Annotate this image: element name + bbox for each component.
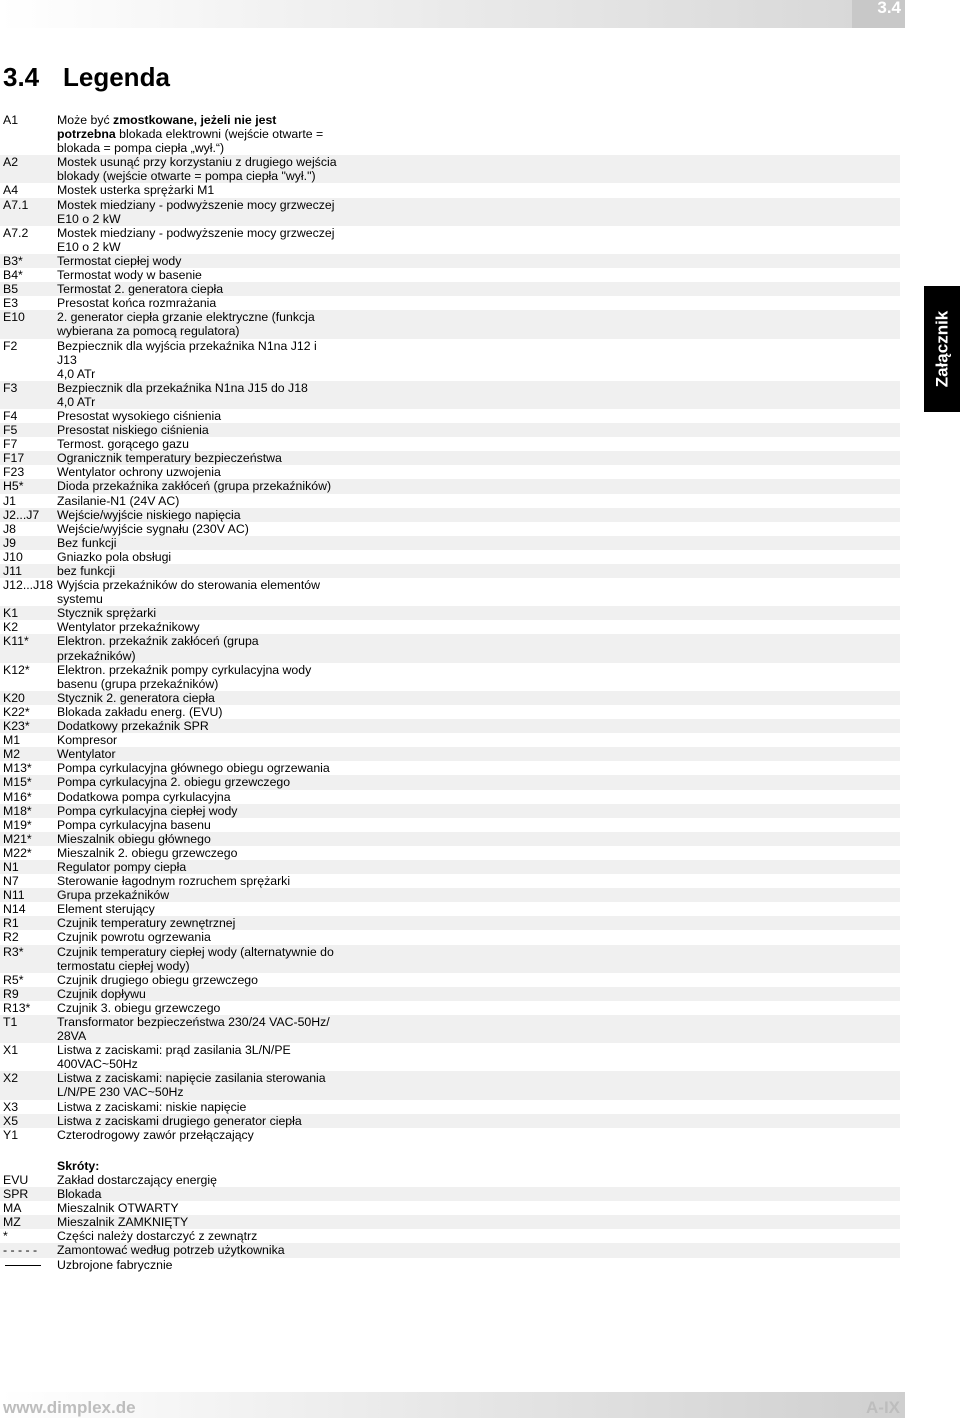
legend-row xyxy=(0,536,900,550)
legend-code: F3 xyxy=(3,380,18,395)
legend-description xyxy=(57,268,342,282)
legend-description xyxy=(57,705,342,719)
legend-description xyxy=(57,226,342,254)
legend-description-line: Bezpiecznik dla przekaźnika N1na J15 do J18 xyxy=(57,380,308,395)
legend-description-line: Elektron. przekaźnik zakłóceń (grupa xyxy=(57,634,259,649)
legend-description xyxy=(57,550,342,564)
legend-row xyxy=(0,437,900,451)
legend-description xyxy=(57,987,342,1001)
legend-code: R1 xyxy=(3,916,19,931)
legend-description-line: Termostat wody w basenie xyxy=(57,268,202,283)
legend-row xyxy=(0,775,900,789)
legend-description xyxy=(57,381,342,409)
legend-description-line: Element sterujący xyxy=(57,902,155,917)
legend-code: R9 xyxy=(3,986,19,1001)
legend-description xyxy=(57,437,342,451)
legend-description xyxy=(57,339,342,381)
legend-description-line: Zasilanie-N1 (24V AC) xyxy=(57,493,180,508)
legend-description-line: Dodatkowa pompa cyrkulacyjna xyxy=(57,789,231,804)
legend-description-line: Listwa z zaciskami: napięcie zasilania sterowania xyxy=(57,1071,326,1086)
legend-code: B5 xyxy=(3,282,19,297)
abbreviation-code: MZ xyxy=(3,1215,21,1230)
legend-code: J11 xyxy=(3,564,22,578)
legend-row xyxy=(0,423,900,437)
abbreviation-text: Zakład dostarczający energię xyxy=(57,1173,217,1187)
legend-code: Y1 xyxy=(3,1127,19,1142)
legend-code: K22* xyxy=(3,704,30,719)
legend-row xyxy=(0,719,900,733)
legend-row xyxy=(0,1100,900,1114)
legend-description-line: Pompa cyrkulacyjna ciepłej wody xyxy=(57,803,238,818)
legend-description xyxy=(57,536,342,550)
legend-row xyxy=(0,339,900,381)
legend-description-line: wybierana za pomocą regulatora) xyxy=(57,324,240,339)
legend-code: X5 xyxy=(3,1113,19,1128)
legend-row xyxy=(0,381,900,409)
legend-code: N11 xyxy=(3,888,25,903)
legend-row xyxy=(0,183,900,197)
legend-description xyxy=(57,846,342,860)
legend-row xyxy=(0,1114,900,1128)
abbreviation-code: - - - - - xyxy=(3,1243,38,1258)
legend-row xyxy=(0,634,900,662)
legend-description-line: E10 o 2 kW xyxy=(57,211,121,226)
legend-description-line: przekaźników) xyxy=(57,648,136,663)
legend-row xyxy=(0,226,900,254)
legend-description-line: systemu xyxy=(57,592,103,607)
legend-description xyxy=(57,832,342,846)
footer-url[interactable]: www.dimplex.de xyxy=(3,1398,136,1417)
abbreviation-text: Uzbrojone fabrycznie xyxy=(57,1257,173,1272)
legend-description-line: bez funkcji xyxy=(57,564,116,578)
legend-row xyxy=(0,296,900,310)
legend-description xyxy=(57,804,342,818)
legend-description-line: Mostek miedziany - podwyższenie mocy grzweczej xyxy=(57,225,335,240)
legend-description xyxy=(57,254,342,268)
legend-row xyxy=(0,494,900,508)
abbreviation-text: Mieszalnik OTWARTY xyxy=(57,1201,179,1216)
legend-description xyxy=(57,747,342,761)
legend-description xyxy=(57,494,342,508)
legend-description-line: Wejście/wyjście niskiego napięcia xyxy=(57,507,241,522)
legend-row xyxy=(0,550,900,564)
legend-description xyxy=(57,1100,342,1114)
legend-code: R3* xyxy=(3,944,24,959)
page-title xyxy=(3,62,170,93)
legend-description-line: Listwa z zaciskami: prąd zasilania 3L/N/PE xyxy=(57,1043,291,1058)
legend-description-line: Może być zmostkowane, jeżeli nie jest xyxy=(57,113,277,127)
legend-description-line: potrzebna blokada elektrowni (wejście otwarte = xyxy=(57,127,324,142)
legend-code: N14 xyxy=(3,902,26,917)
legend-description-line: Regulator pompy ciepła xyxy=(57,859,187,874)
legend-description-line: Czujnik temperatury zewnętrznej xyxy=(57,916,236,931)
legend-description xyxy=(57,1015,342,1043)
legend-row xyxy=(0,973,900,987)
legend-description xyxy=(57,183,342,197)
legend-code: K20 xyxy=(3,690,25,705)
legend-description xyxy=(57,508,342,522)
legend-description-line: Blokada zakładu energ. (EVU) xyxy=(57,704,223,719)
abbreviation-row xyxy=(0,1201,900,1215)
legend-description-line: 4,0 ATr xyxy=(57,394,96,409)
legend-description-line: Czterodrogowy zawór przełączający xyxy=(57,1127,254,1142)
legend-code: M19* xyxy=(3,817,32,832)
legend-description-line: Dodatkowy przekaźnik SPR xyxy=(57,719,209,734)
legend-code: K11* xyxy=(3,634,29,649)
legend-code: M22* xyxy=(3,845,32,860)
footer-page-number: A-IX xyxy=(866,1398,900,1417)
title-number: 3.4 xyxy=(3,62,40,92)
legend-code: A2 xyxy=(3,155,19,170)
legend-description-line: Presostat wysokiego ciśnienia xyxy=(57,408,222,423)
legend-row xyxy=(0,930,900,944)
legend-description-line: Bezpiecznik dla wyjścia przekaźnika N1na J12 i xyxy=(57,338,317,353)
legend-description-line: Pompa cyrkulacyjna basenu xyxy=(57,817,211,832)
solid-line-symbol xyxy=(5,1265,41,1266)
legend-code: H5* xyxy=(3,479,24,494)
legend-description xyxy=(57,606,342,620)
legend-code: J2...J7 xyxy=(3,507,40,522)
legend-description-line: Wentylator przekaźnikowy xyxy=(57,620,200,635)
legend-code: K2 xyxy=(3,620,19,635)
legend-row xyxy=(0,1043,900,1071)
legend-description-line: 2. generator ciepła grzanie elektryczne (funkcja xyxy=(57,310,315,325)
legend-description xyxy=(57,733,342,747)
legend-description-line: Dioda przekaźnika zakłóceń (grupa przekaźników) xyxy=(57,479,332,494)
legend-description-line: Wentylator ochrony uzwojenia xyxy=(57,465,221,480)
section-number: 3.4 xyxy=(852,0,905,28)
legend-code: J10 xyxy=(3,549,23,564)
legend-description-line: Mieszalnik 2. obiegu grzewczego xyxy=(57,845,238,860)
legend-description-line: Presostat niskiego ciśnienia xyxy=(57,423,209,438)
legend-description-line: Termost. gorącego gazu xyxy=(57,437,189,452)
abbreviation-text: Mieszalnik ZAMKNIĘTY xyxy=(57,1215,189,1230)
abbreviation-row xyxy=(0,1229,900,1243)
legend-code: B4* xyxy=(3,268,23,283)
legend-description xyxy=(57,790,342,804)
legend-description-line: Stycznik sprężarki xyxy=(57,606,157,621)
legend-row xyxy=(0,818,900,832)
legend-description xyxy=(57,564,342,578)
legend-code: R13* xyxy=(3,1000,31,1015)
abbreviation-row xyxy=(0,1215,900,1229)
legend-row xyxy=(0,310,900,338)
legend-code: J8 xyxy=(3,521,16,536)
legend-description xyxy=(57,578,342,606)
legend-row xyxy=(0,733,900,747)
legend-code: J12...J18 xyxy=(3,578,53,593)
legend-code: A7.2 xyxy=(3,225,29,240)
legend-code: E3 xyxy=(3,296,19,311)
legend-description-line: Transformator bezpieczeństwa 230/24 VAC-50Hz/ xyxy=(57,1015,330,1029)
abbreviation-code: * xyxy=(3,1229,8,1244)
legend-row xyxy=(0,409,900,423)
abbreviation-row xyxy=(0,1187,900,1201)
legend-row xyxy=(0,606,900,620)
legend-description-line: Grupa przekaźników xyxy=(57,888,170,903)
legend-code: F5 xyxy=(3,423,18,438)
legend-description xyxy=(57,409,342,423)
legend-row xyxy=(0,254,900,268)
legend-code: N1 xyxy=(3,859,19,874)
legend-description xyxy=(57,902,342,916)
legend-code: M13* xyxy=(3,761,32,776)
legend-description-line: Listwa z zaciskami: niskie napięcie xyxy=(57,1099,247,1114)
legend-code: M1 xyxy=(3,733,21,748)
legend-description-line: Listwa z zaciskami drugiego generator ciepła xyxy=(57,1113,302,1128)
legend-description xyxy=(57,930,342,944)
legend-description xyxy=(57,719,342,733)
legend-description xyxy=(57,888,342,902)
legend-row xyxy=(0,113,900,155)
legend-code: K23* xyxy=(3,719,30,734)
legend-description xyxy=(57,775,342,789)
legend-row xyxy=(0,268,900,282)
legend-row xyxy=(0,1128,900,1142)
abbreviation-code: EVU xyxy=(3,1173,29,1187)
legend-code: M16* xyxy=(3,789,32,804)
legend-list xyxy=(0,113,900,1142)
legend-row xyxy=(0,1001,900,1015)
legend-description xyxy=(57,198,342,226)
abbreviation-code: MA xyxy=(3,1201,22,1216)
legend-code: J1 xyxy=(3,493,16,508)
legend-code: A4 xyxy=(3,183,19,198)
legend-description-line: Mostek usterka sprężarki M1 xyxy=(57,183,215,198)
abbreviation-text: Zamontować według potrzeb użytkownika xyxy=(57,1243,285,1258)
legend-row xyxy=(0,451,900,465)
legend-description-line: 28VA xyxy=(57,1029,87,1044)
title-text: Legenda xyxy=(63,62,170,92)
legend-row xyxy=(0,479,900,493)
legend-description xyxy=(57,945,342,973)
legend-row xyxy=(0,916,900,930)
legend-description-line: termostatu ciepłej wody) xyxy=(57,958,190,973)
legend-description xyxy=(57,973,342,987)
legend-code: K12* xyxy=(3,662,30,677)
legend-code: M18* xyxy=(3,803,32,818)
legend-row xyxy=(0,705,900,719)
legend-description xyxy=(57,1114,342,1128)
legend-description xyxy=(57,282,342,296)
abbreviation-row xyxy=(0,1173,900,1187)
legend-description-line: Czujnik drugiego obiegu grzewczego xyxy=(57,972,258,987)
legend-description-line: Wejście/wyjście sygnału (230V AC) xyxy=(57,521,249,536)
legend-description-line: J13 xyxy=(57,352,77,367)
legend-code: X1 xyxy=(3,1043,19,1058)
legend-code: F23 xyxy=(3,465,25,480)
legend-description xyxy=(57,620,342,634)
legend-description xyxy=(57,1128,342,1142)
legend-row xyxy=(0,945,900,973)
legend-row xyxy=(0,874,900,888)
legend-row xyxy=(0,987,900,1001)
legend-code: F7 xyxy=(3,437,18,452)
legend-code: X2 xyxy=(3,1071,19,1086)
legend-description-line: Pompa cyrkulacyjna 2. obiegu grzewczego xyxy=(57,775,291,790)
legend-description-line: Pompa cyrkulacyjna głównego obiegu ogrzewania xyxy=(57,761,330,776)
legend-description xyxy=(57,522,342,536)
legend-row xyxy=(0,620,900,634)
legend-row xyxy=(0,564,900,578)
abbreviation-code xyxy=(0,1258,57,1272)
legend-description-line: Czujnik 3. obiegu grzewczego xyxy=(57,1000,221,1015)
legend-description-line: Kompresor xyxy=(57,733,118,748)
abbreviation-text: Blokada xyxy=(57,1187,102,1202)
legend-code: M2 xyxy=(3,747,21,762)
legend-code: K1 xyxy=(3,606,19,621)
legend-row xyxy=(0,832,900,846)
legend-description-line: Gniazko pola obsługi xyxy=(57,549,172,564)
legend-row xyxy=(0,860,900,874)
legend-description xyxy=(57,451,342,465)
legend-row xyxy=(0,1071,900,1099)
legend-description xyxy=(57,663,342,691)
legend-description-line: Stycznik 2. generatora ciepła xyxy=(57,690,215,705)
legend-description-line: Mieszalnik obiegu głównego xyxy=(57,831,211,846)
legend-code: B3* xyxy=(3,253,23,268)
legend-row xyxy=(0,198,900,226)
abbreviation-code: SPR xyxy=(3,1187,29,1202)
legend-description xyxy=(57,310,342,338)
legend-description-line: 4,0 ATr xyxy=(57,366,96,381)
legend-description-line: Bez funkcji xyxy=(57,535,117,550)
legend-code: F17 xyxy=(3,451,25,466)
legend-description-line: basenu (grupa przekaźników) xyxy=(57,676,219,691)
legend-code: T1 xyxy=(3,1015,18,1029)
legend-code: A7.1 xyxy=(3,197,29,212)
legend-code: M15* xyxy=(3,775,32,790)
legend-description xyxy=(57,423,342,437)
legend-description xyxy=(57,155,342,183)
legend-row xyxy=(0,902,900,916)
legend-row xyxy=(0,888,900,902)
legend-code: F2 xyxy=(3,338,18,353)
legend-code: E10 xyxy=(3,310,25,325)
appendix-tab[interactable] xyxy=(924,286,960,412)
legend-row xyxy=(0,691,900,705)
legend-description-line: Mostek miedziany - podwyższenie mocy grzweczej xyxy=(57,197,335,212)
legend-code: M21* xyxy=(3,831,32,846)
legend-row xyxy=(0,282,900,296)
legend-description-line: L/N/PE 230 VAC~50Hz xyxy=(57,1085,184,1100)
legend-description xyxy=(57,874,342,888)
appendix-tab-label: Załącznik xyxy=(932,310,952,388)
legend-description-line: Presostat końca rozmrażania xyxy=(57,296,217,311)
legend-code: R5* xyxy=(3,972,24,987)
legend-description xyxy=(57,296,342,310)
legend-description-line: blokady (wejście otwarte = pompa ciepła "wył.") xyxy=(57,169,316,184)
legend-row xyxy=(0,761,900,775)
legend-description xyxy=(57,465,342,479)
legend-description xyxy=(57,916,342,930)
legend-description xyxy=(57,1001,342,1015)
abbreviation-row xyxy=(0,1243,900,1257)
legend-description-line: Elektron. przekaźnik pompy cyrkulacyjna wody xyxy=(57,662,312,677)
legend-description-line: blokada = pompa ciepła „wył.“) xyxy=(57,141,225,156)
legend-description-line: Sterowanie łagodnym rozruchem sprężarki xyxy=(57,874,291,889)
abbreviation-text: Części należy dostarczyć z zewnątrz xyxy=(57,1229,258,1244)
legend-description xyxy=(57,1043,342,1071)
legend-description xyxy=(57,818,342,832)
legend-description-line: Ogranicznik temperatury bezpieczeństwa xyxy=(57,451,282,466)
legend-description xyxy=(57,860,342,874)
legend-code: A1 xyxy=(3,113,19,127)
legend-description-line: Czujnik dopływu xyxy=(57,986,146,1001)
legend-code: X3 xyxy=(3,1099,19,1114)
legend-description-line: Czujnik powrotu ogrzewania xyxy=(57,930,211,945)
legend-description-line: Mostek usunąć przy korzystaniu z drugiego wejścia xyxy=(57,155,337,170)
legend-description-line: Wentylator xyxy=(57,747,116,762)
legend-description xyxy=(57,1071,342,1099)
legend-description-line: Termostat ciepłej wody xyxy=(57,253,182,268)
legend-row xyxy=(0,465,900,479)
legend-row xyxy=(0,1015,900,1043)
legend-description-line: E10 o 2 kW xyxy=(57,239,121,254)
legend-description xyxy=(57,634,342,662)
legend-row xyxy=(0,663,900,691)
legend-row xyxy=(0,846,900,860)
legend-description xyxy=(57,691,342,705)
legend-code: J9 xyxy=(3,535,16,550)
legend-row xyxy=(0,747,900,761)
legend-description xyxy=(57,479,342,493)
legend-description-line: Termostat 2. generatora ciepła xyxy=(57,282,224,297)
legend-row xyxy=(0,155,900,183)
legend-code: F4 xyxy=(3,408,18,423)
legend-description-line: Czujnik temperatury ciepłej wody (alternatywnie do xyxy=(57,944,334,959)
legend-code: N7 xyxy=(3,874,19,889)
legend-description-line: 400VAC~50Hz xyxy=(57,1057,138,1072)
legend-row xyxy=(0,578,900,606)
abbreviation-row xyxy=(0,1258,900,1272)
legend-description-line: Wyjścia przekaźników do sterowania elementów xyxy=(57,578,321,593)
legend-row xyxy=(0,790,900,804)
legend-row xyxy=(0,804,900,818)
legend-code: R2 xyxy=(3,930,19,945)
legend-description xyxy=(57,761,342,775)
legend-description xyxy=(57,113,342,155)
legend-row xyxy=(0,522,900,536)
header-bar xyxy=(0,0,905,28)
abbreviations-list xyxy=(0,1173,900,1272)
abbreviations-heading: Skróty: xyxy=(57,1159,100,1173)
legend-row xyxy=(0,508,900,522)
